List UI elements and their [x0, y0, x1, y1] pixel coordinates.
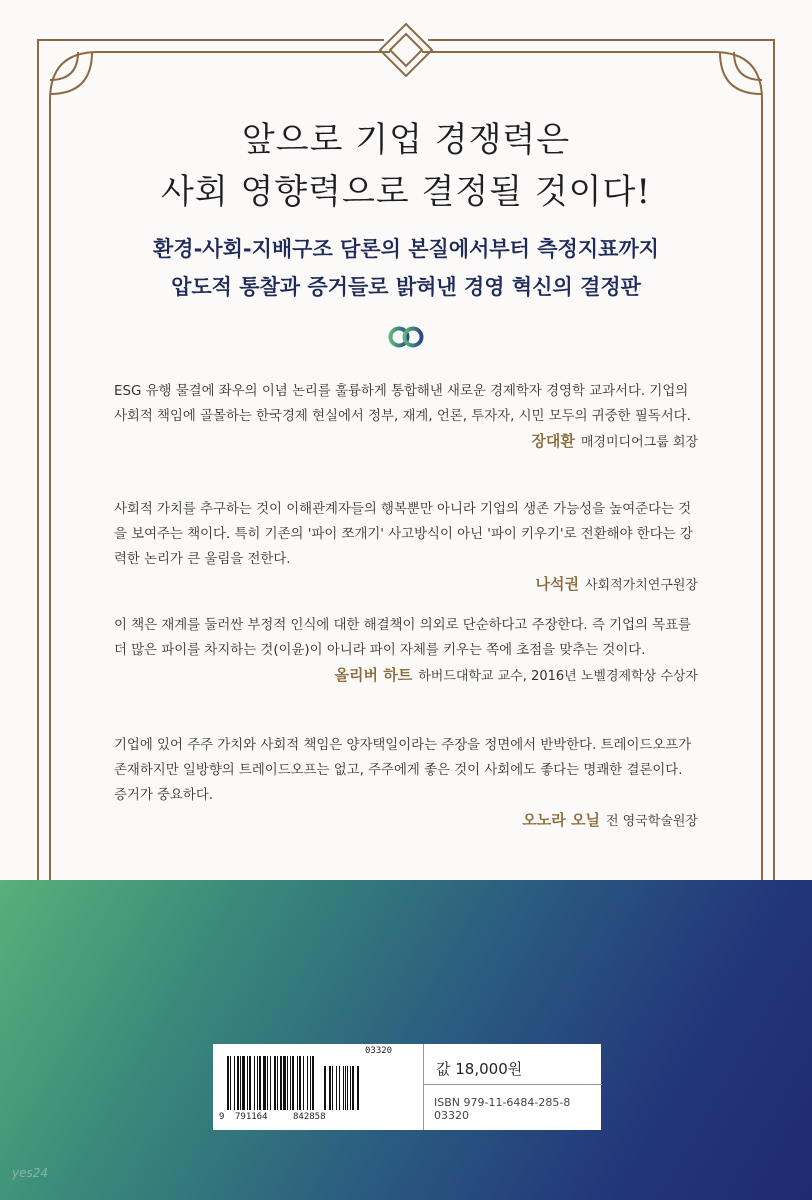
headline-line-1: 앞으로 기업 경쟁력은 [241, 120, 571, 160]
barcode-bar [312, 1056, 314, 1110]
barcode-box [213, 1044, 601, 1130]
barcode-bar [267, 1056, 268, 1110]
barcode-bar [227, 1056, 229, 1110]
barcode-bar [263, 1056, 266, 1110]
barcode-bar [242, 1056, 245, 1110]
barcode-bar [237, 1056, 239, 1110]
barcode-group-1: 791164 [235, 1112, 268, 1122]
barcode-bar [290, 1056, 291, 1110]
endorsement-text: 사회적 가치를 추구하는 것이 이해관계자들의 행복뿐만 아니라 기업의 생존 가능성을 높여준다는 것을 보여주는 책이다. 특히 기존의 '파이 쪼개기' 사고방식이 아닌 '파이 키우기'로 전환해야 한다는 강력한 논리가 큰 울림을 전한다. [114, 502, 693, 567]
endorsement-3 [114, 613, 698, 689]
price-label: 값 18,000원 [436, 1060, 523, 1078]
barcode-bars [227, 1056, 423, 1110]
endorser-title: 하버드대학교 교수, 2016년 노벨경제학상 수상자 [418, 669, 698, 684]
endorsement-4 [114, 733, 698, 834]
barcode-bar [307, 1056, 308, 1110]
barcode-addon-number: 03320 [365, 1046, 393, 1056]
barcode-addon-bar [332, 1066, 333, 1110]
barcode-bar [303, 1056, 304, 1110]
endorsement-text: ESG 유행 물결에 좌우의 이념 논리를 훌륭하게 통합해낸 새로운 경제학자 경영학 교과서다. 기업의 사회적 책임에 골몰하는 한국경제 현실에서 정부, 재계, 언론, 투자자, 시민 모두의 귀중한 필독서다. [114, 384, 691, 424]
barcode-addon-bar [347, 1066, 348, 1110]
endorsement-text: 기업에 있어 주주 가치와 사회적 책임은 양자택일이라는 주장을 정면에서 반박한다. 트레이드오프가 존재하지만 일방향의 트레이드오프는 없고, 주주에게 좋은 것이 사회에도 좋다는 명쾌한 결론이다. 증거가 중요하다. [114, 738, 692, 803]
barcode-bar [259, 1056, 261, 1110]
barcode-addon-bar [350, 1066, 351, 1110]
endorser-name: 장대환 [531, 432, 575, 450]
barcode-addon-bar [329, 1066, 331, 1110]
barcode-addon-bar [357, 1066, 359, 1110]
endorser-name: 올리버 하트 [334, 666, 413, 684]
endorser-name: 오노라 오닐 [522, 811, 600, 829]
endorser-signature [522, 808, 698, 834]
endorser-title: 사회적가치연구원장 [584, 578, 698, 593]
barcode-bar [283, 1056, 286, 1110]
barcode-addon-bar [339, 1066, 340, 1110]
endorser-title: 전 영국학술원장 [605, 814, 698, 829]
barcode-bar [274, 1056, 276, 1110]
barcode [219, 1046, 423, 1122]
barcode-bar [247, 1056, 248, 1110]
barcode-bar [257, 1056, 258, 1110]
barcode-bar [234, 1056, 235, 1110]
barcode-bar [270, 1056, 271, 1110]
endorser-name: 나석권 [535, 575, 579, 593]
endorsement-2 [114, 497, 698, 598]
barcode-bar [277, 1056, 278, 1110]
barcode-addon-bar [352, 1066, 354, 1110]
watermark: yes24 [12, 1166, 49, 1180]
barcode-addon-bar [324, 1066, 326, 1110]
barcode-leading-digit: 9 [219, 1112, 225, 1122]
endorser-signature [335, 663, 698, 689]
subheadline-line-2: 압도적 통찰과 증거들로 밝혀낸 경영 혁신의 결정판 [171, 275, 641, 299]
barcode-bar [292, 1056, 294, 1110]
isbn-label: ISBN 979-11-6484-285-8 03320 [434, 1096, 571, 1122]
barcode-bar [230, 1056, 231, 1110]
linked-rings-icon [384, 325, 428, 349]
barcode-addon-bar [336, 1066, 337, 1110]
barcode-bar [299, 1056, 301, 1110]
endorser-title: 매경미디어그룹 회장 [580, 435, 698, 450]
barcode-bar [280, 1056, 282, 1110]
subheadline-line-1: 환경-사회-지배구조 담론의 본질에서부터 측정지표까지 [153, 237, 659, 261]
barcode-addon-bar [343, 1066, 344, 1110]
endorser-signature [531, 429, 698, 455]
endorser-signature [535, 572, 698, 598]
price-panel [423, 1044, 602, 1130]
barcode-bar [249, 1056, 251, 1110]
barcode-addon-bar [345, 1066, 346, 1110]
endorsement-text: 이 책은 재계를 둘러싼 부정적 인식에 대한 해결책이 의외로 단순하다고 주장한다. 즉 기업의 목표를 더 많은 파이를 차지하는 것(이윤)이 아니라 파이 자체를 키우는 쪽에 초점을 맞추는 것이다. [114, 618, 692, 658]
gradient-band [0, 880, 812, 1200]
divider [424, 1084, 602, 1085]
barcode-group-2: 842858 [293, 1112, 326, 1122]
headline-line-2: 사회 영향력으로 결정될 것이다! [160, 172, 652, 212]
barcode-bar [287, 1056, 288, 1110]
barcode-bar [310, 1056, 311, 1110]
barcode-bar [240, 1056, 241, 1110]
barcode-bar [254, 1056, 255, 1110]
barcode-bar [297, 1056, 298, 1110]
endorsement-1 [114, 379, 698, 455]
